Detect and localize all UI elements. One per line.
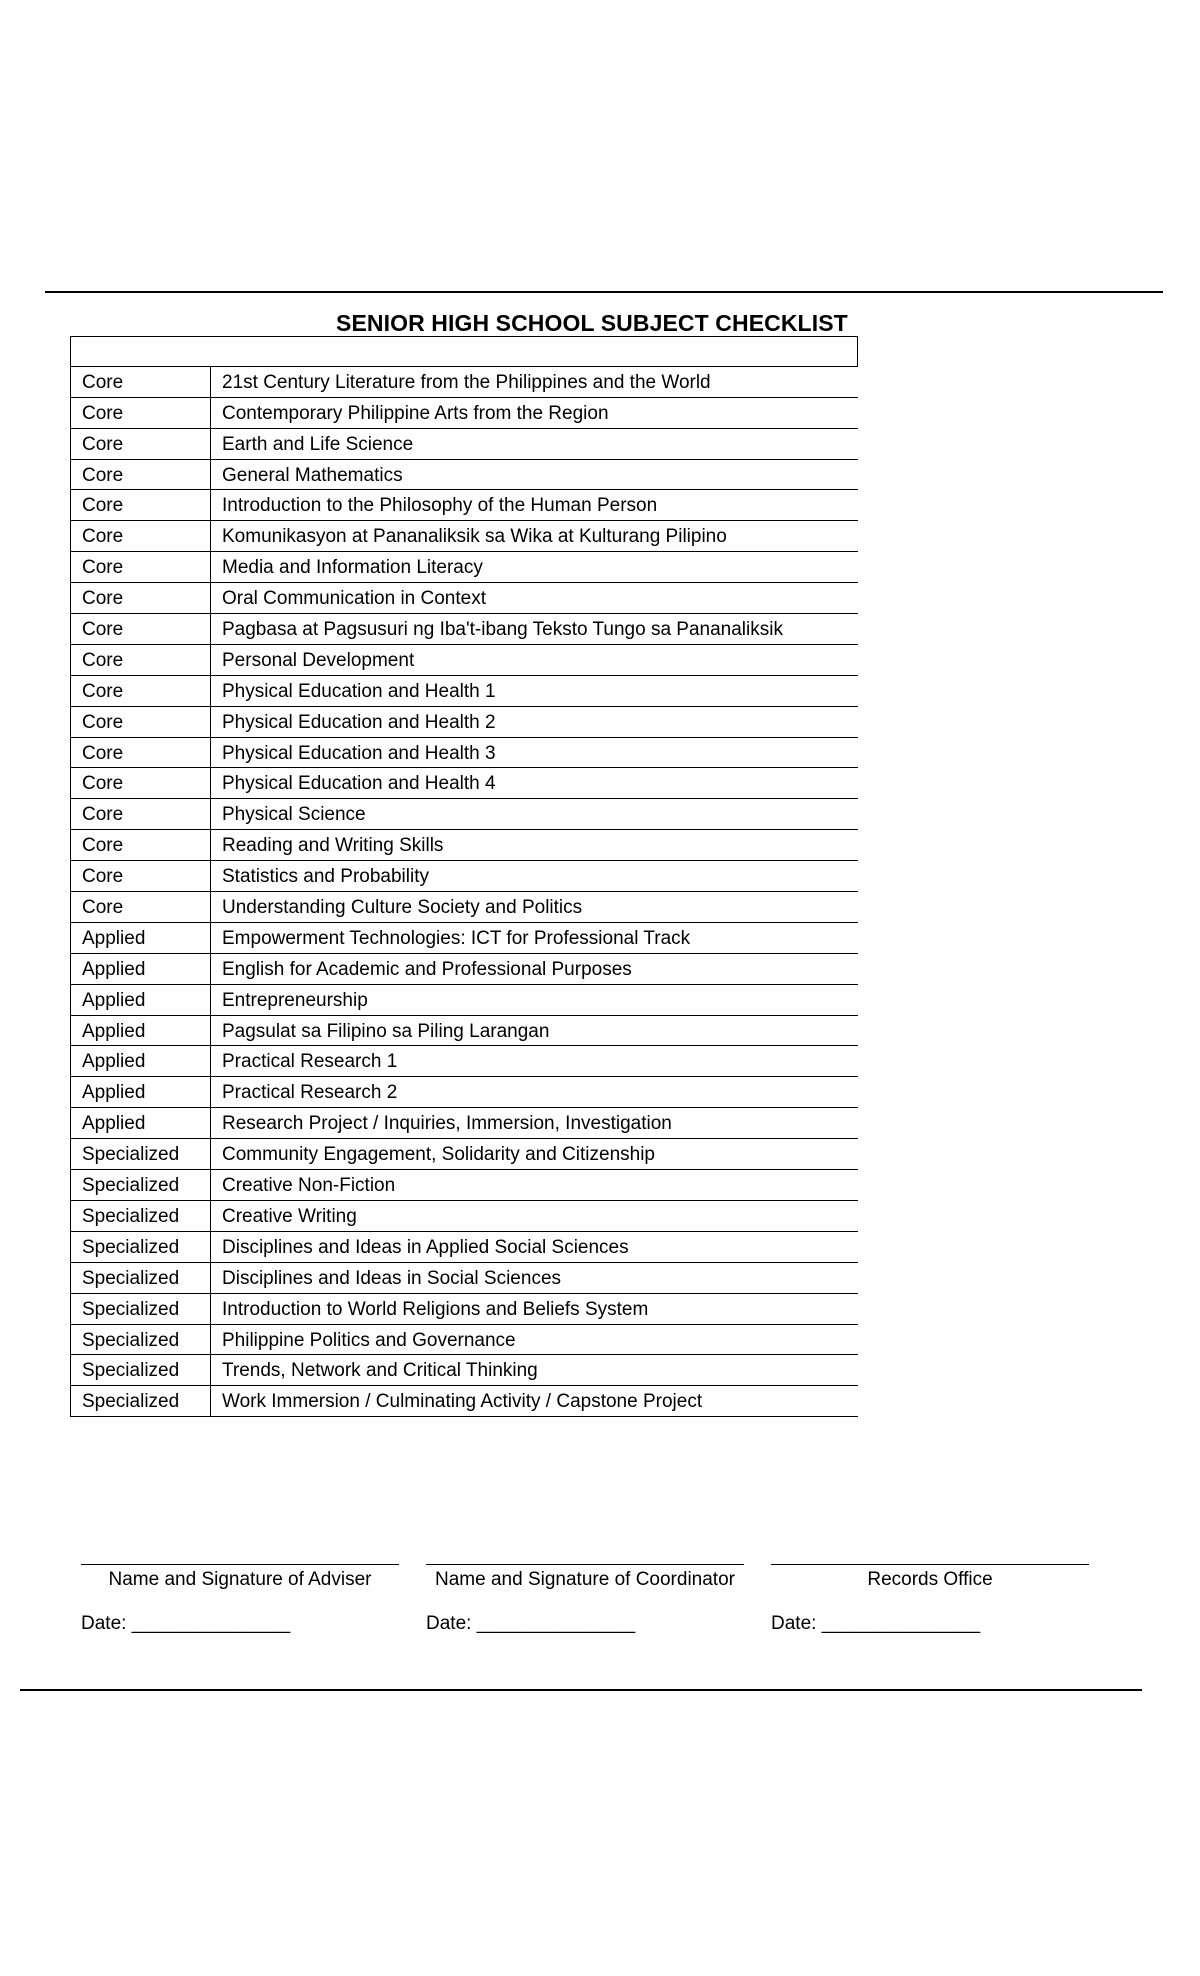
subject-name-cell: Empowerment Technologies: ICT for Professional Track [222,927,691,949]
subject-name-cell: English for Academic and Professional Purposes [222,958,632,980]
table-row [71,738,858,769]
subject-type-cell: Core [71,583,211,613]
subject-name-cell: Contemporary Philippine Arts from the Region [222,402,609,424]
subject-name-cell: Practical Research 1 [222,1051,398,1073]
table-row [71,707,858,738]
subject-name-cell: Creative Writing [222,1205,357,1227]
table-row [71,1046,858,1077]
subject-name-cell: General Mathematics [222,464,403,486]
top-rule [45,291,1163,293]
subject-name-cell: Disciplines and Ideas in Applied Social Sciences [222,1236,629,1258]
table-row [71,1232,858,1263]
subject-name-cell: Introduction to the Philosophy of the Human Person [222,495,658,517]
subject-type-cell: Core [71,676,211,706]
subject-name-cell: Practical Research 2 [222,1082,398,1104]
subject-name-cell: Work Immersion / Culminating Activity / Capstone Project [222,1391,703,1413]
subject-name-cell: Earth and Life Science [222,433,414,455]
table-row [71,1139,858,1170]
subject-type-cell: Core [71,861,211,891]
subject-type-cell: Applied [71,954,211,984]
table-row [71,614,858,645]
subject-name-cell: Entrepreneurship [222,989,368,1011]
records-office-date-field: Date: _______________ [771,1613,981,1634]
coordinator-date-field: Date: _______________ [426,1613,636,1634]
table-row [71,1108,858,1139]
records-office-signature-line [771,1564,1089,1565]
table-header-row [71,336,858,367]
table-row [71,460,858,491]
subject-type-cell: Applied [71,923,211,953]
subject-name-cell: Physical Education and Health 3 [222,742,496,764]
subject-name-cell: 21st Century Literature from the Philippines and the World [222,371,711,393]
subject-name-cell: Pagsulat sa Filipino sa Piling Larangan [222,1020,550,1042]
table-row [71,429,858,460]
subject-type-cell: Specialized [71,1201,211,1231]
table-row [71,367,858,398]
subject-type-cell: Applied [71,1016,211,1046]
subject-checklist-table [70,336,858,1417]
subject-type-cell: Core [71,614,211,644]
subject-type-cell: Core [71,521,211,551]
subject-type-cell: Core [71,429,211,459]
subject-name-cell: Disciplines and Ideas in Social Sciences [222,1267,562,1289]
subject-name-cell: Physical Education and Health 2 [222,711,496,733]
subject-name-cell: Introduction to World Religions and Beliefs System [222,1298,649,1320]
table-row [71,954,858,985]
records-office-signature-block [771,1564,1089,1635]
subject-type-cell: Applied [71,1108,211,1138]
subject-name-cell: Pagbasa at Pagsusuri ng Iba't-ibang Teksto Tungo sa Pananaliksik [222,619,783,641]
table-row [71,645,858,676]
subject-name-cell: Media and Information Literacy [222,557,483,579]
subject-type-cell: Specialized [71,1386,211,1416]
table-row [71,1294,858,1325]
table-row [71,768,858,799]
adviser-signature-block [81,1564,399,1635]
table-row [71,1077,858,1108]
adviser-signature-label: Name and Signature of Adviser [108,1569,372,1590]
table-row [71,521,858,552]
subject-type-cell: Specialized [71,1170,211,1200]
subject-name-cell: Oral Communication in Context [222,588,486,610]
subject-type-cell: Specialized [71,1294,211,1324]
subject-type-cell: Core [71,892,211,922]
table-row [71,398,858,429]
subject-type-cell: Core [71,738,211,768]
table-row [71,985,858,1016]
adviser-date-field: Date: _______________ [81,1613,291,1634]
subject-name-cell: Reading and Writing Skills [222,835,444,857]
subject-type-cell: Core [71,707,211,737]
subject-type-cell: Applied [71,1046,211,1076]
subject-name-cell: Physical Education and Health 4 [222,773,496,795]
subject-type-cell: Applied [71,985,211,1015]
coordinator-signature-block [426,1564,744,1635]
coordinator-signature-line [426,1564,744,1565]
table-row [71,1355,858,1386]
table-row [71,1325,858,1356]
subject-name-cell: Philippine Politics and Governance [222,1329,516,1351]
table-row [71,1016,858,1047]
subject-type-cell: Core [71,367,211,397]
table-row [71,892,858,923]
subject-type-cell: Core [71,398,211,428]
subject-type-cell: Applied [71,1077,211,1107]
table-row [71,583,858,614]
subject-name-cell: Statistics and Probability [222,866,429,888]
subject-type-cell: Core [71,768,211,798]
subject-type-cell: Core [71,645,211,675]
table-row [71,1170,858,1201]
subject-type-cell: Core [71,799,211,829]
subject-name-cell: Community Engagement, Solidarity and Citizenship [222,1144,655,1166]
subject-type-cell: Core [71,552,211,582]
subject-name-cell: Personal Development [222,649,415,671]
table-row [71,1201,858,1232]
subject-type-cell: Core [71,830,211,860]
bottom-rule [20,1689,1142,1691]
coordinator-signature-label: Name and Signature of Coordinator [435,1569,735,1590]
table-row [71,1386,858,1417]
subject-type-cell: Core [71,460,211,490]
subject-type-cell: Specialized [71,1325,211,1355]
table-row [71,830,858,861]
adviser-signature-line [81,1564,399,1565]
subject-name-cell: Komunikasyon at Pananaliksik sa Wika at Kulturang Pilipino [222,526,727,548]
table-row [71,490,858,521]
table-row [71,676,858,707]
subject-name-cell: Creative Non-Fiction [222,1175,396,1197]
subject-name-cell: Understanding Culture Society and Politics [222,897,583,919]
table-row [71,923,858,954]
subject-name-cell: Research Project / Inquiries, Immersion, Investigation [222,1113,672,1135]
table-row [71,799,858,830]
records-office-label: Records Office [867,1569,993,1590]
subject-name-cell: Trends, Network and Critical Thinking [222,1360,538,1382]
subject-type-cell: Core [71,490,211,520]
subject-type-cell: Specialized [71,1263,211,1293]
subject-type-cell: Specialized [71,1139,211,1169]
subject-name-cell: Physical Education and Health 1 [222,680,496,702]
table-row [71,1263,858,1294]
subject-type-cell: Specialized [71,1355,211,1385]
subject-name-cell: Physical Science [222,804,366,826]
table-row [71,861,858,892]
table-row [71,552,858,583]
document-title: SENIOR HIGH SCHOOL SUBJECT CHECKLIST [336,310,848,336]
subject-type-cell: Specialized [71,1232,211,1262]
